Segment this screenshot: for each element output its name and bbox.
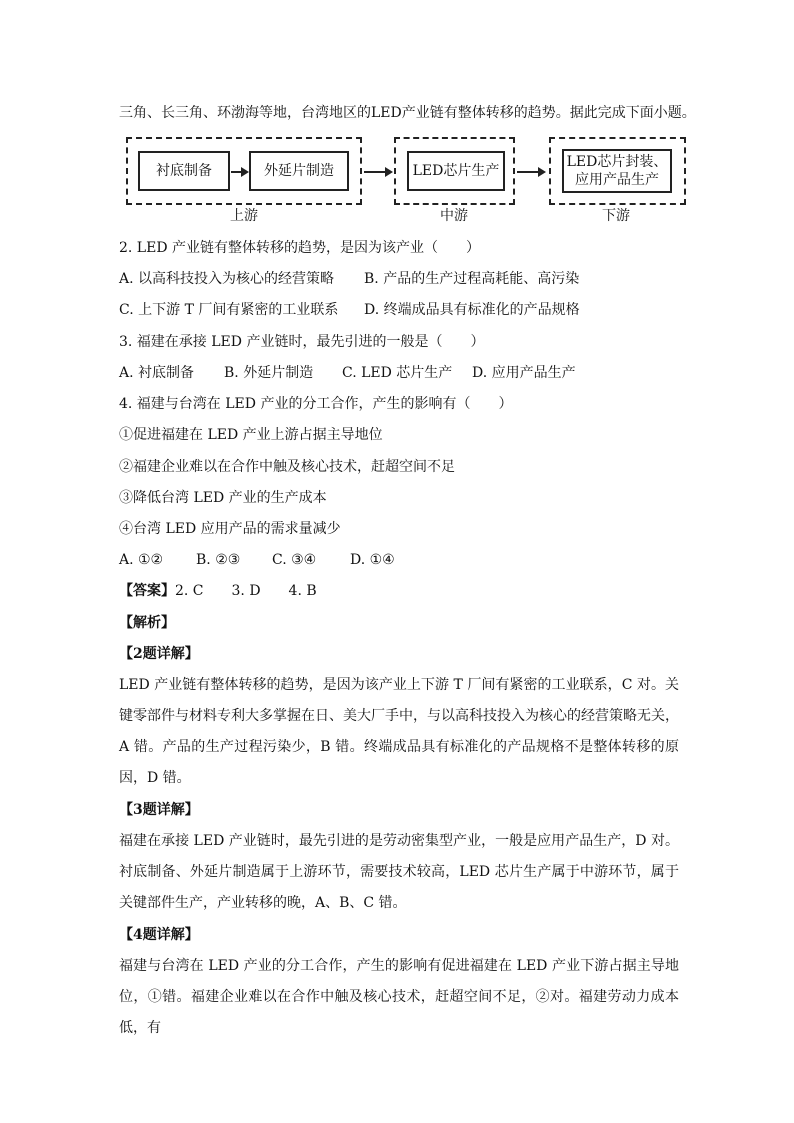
packaging-box [562, 149, 672, 193]
q2-option-b: B. 产品的生产过程高耗能、高污染 [364, 271, 580, 287]
packaging-line2: 应用产品生产 [575, 172, 659, 188]
q4-option-a: A. ①② [119, 552, 164, 568]
detail-4-text: 福建与台湾在 LED 产业的分工合作，产生的影响有促进福建在 LED 产业下游占据主导地位，①错。福建企业难以在合作中触及核心技术，赶超空间不足，②对。福建劳动力成本低，有 [119, 958, 679, 1036]
q4-statement-2: ②福建企业难以在合作中触及核心技术，赶超空间不足 [119, 459, 455, 475]
detail-4-title: 【4题详解】 [119, 927, 199, 943]
answer-line [119, 580, 317, 602]
q2-stem: 2. LED 产业链有整体转移的趋势，是因为该产业（ ） [119, 240, 480, 256]
q3-options [119, 362, 576, 384]
q2-options-row1 [119, 268, 579, 290]
q2-option-c: C. 上下游 T 厂间有紧密的工业联系 [119, 302, 339, 318]
downstream-label: 下游 [602, 208, 630, 224]
analysis-label: 【解析】 [119, 615, 175, 631]
q4-options [119, 549, 395, 571]
chip-production-box: LED芯片生产 [407, 151, 505, 191]
arrow-icon [517, 171, 544, 173]
q3-stem: 3. 福建在承接 LED 产业链时，最先引进的一般是（ ） [119, 334, 485, 350]
q4-statement-4: ④台湾 LED 应用产品的需求量减少 [119, 521, 341, 537]
arrow-icon [364, 171, 391, 173]
q4-option-c: C. ③④ [272, 552, 317, 568]
detail-3-title: 【3题详解】 [119, 802, 199, 818]
intro-text: 三角、长三角、环渤海等地，台湾地区的LED产业链有整体转移的趋势。据此完成下面小题。 [119, 105, 696, 121]
detail-2-title: 【2题详解】 [119, 646, 199, 662]
q4-stem: 4. 福建与台湾在 LED 产业的分工合作，产生的影响有（ ） [119, 396, 513, 412]
epitaxial-box: 外延片制造 [249, 151, 349, 191]
q3-option-c: C. LED 芯片生产 [342, 365, 453, 381]
q4-option-b: B. ②③ [196, 552, 241, 568]
packaging-line1: LED芯片封装、 [566, 154, 668, 170]
answer-text: 2. C 3. D 4. B [175, 583, 317, 599]
q4-option-d: D. ①④ [350, 552, 395, 568]
q2-options-row2 [119, 299, 580, 321]
q2-option-a: A. 以高科技投入为核心的经营策略 [119, 271, 335, 287]
q3-option-a: A. 衬底制备 [119, 365, 195, 381]
led-industry-chain-diagram [126, 137, 688, 229]
midstream-label: 中游 [440, 208, 468, 224]
q2-option-d: D. 终端成品具有标准化的产品规格 [364, 302, 580, 318]
arrow-icon [231, 171, 247, 173]
substrate-box: 衬底制备 [138, 151, 230, 191]
detail-2-text: LED 产业链有整体转移的趋势，是因为该产业上下游 T 厂间有紧密的工业联系，C 对。关键零部件与材料专利大多掌握在日、美大厂手中，与以高科技投入为核心的经营策略无关，A 错。产品的生产过程污染少，B 错。终端成品具有标准化的产品规格不是整体转移的原因，D 错。 [119, 677, 679, 786]
q3-option-b: B. 外延片制造 [224, 365, 314, 381]
q4-statement-3: ③降低台湾 LED 产业的生产成本 [119, 490, 327, 506]
q3-option-d: D. 应用产品生产 [472, 365, 576, 381]
upstream-label: 上游 [230, 208, 258, 224]
answer-label: 【答案】 [119, 583, 175, 599]
detail-3-text: 福建在承接 LED 产业链时，最先引进的是劳动密集型产业，一般是应用产品生产，D 对。衬底制备、外延片制造属于上游环节，需要技术较高，LED 芯片生产属于中游环节，属于关键部件生产，产业转移的晚，A、B、C 错。 [119, 833, 679, 911]
q4-statement-1: ①促进福建在 LED 产业上游占据主导地位 [119, 427, 383, 443]
